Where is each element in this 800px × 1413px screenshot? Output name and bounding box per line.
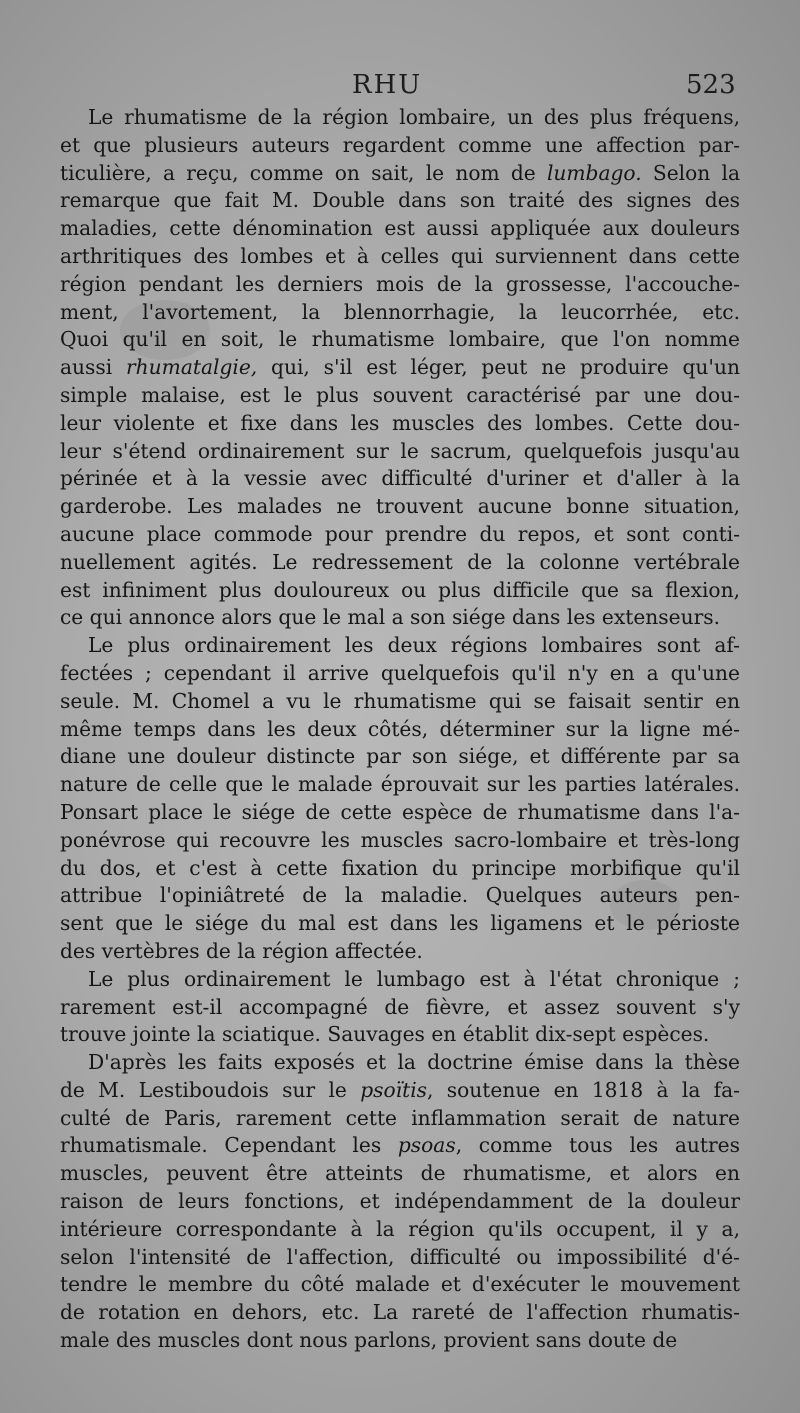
text-run: même temps dans les deux côtés, déterminer sur la ligne mé- [60, 716, 740, 741]
text-line [60, 1216, 740, 1244]
text-run: selon l'intensité de l'affection, difficulté ou impossibilité d'é- [60, 1244, 740, 1269]
text-run: attribue l'opiniâtreté de la maladie. Quelques auteurs pen- [60, 883, 740, 908]
text-run: Le plus ordinairement le lumbago est à l'état chronique ; [88, 966, 740, 991]
text-run: trouve jointe la sciatique. Sauvages en établit dix-sept espèces. [60, 1022, 710, 1047]
text-run: rarement est-il accompagné de fièvre, et assez souvent s'y [60, 994, 740, 1019]
text-run: aussi [60, 355, 127, 380]
text-run: des vertèbres de la région affectée. [60, 938, 423, 963]
text-line [60, 243, 740, 271]
text-run: région pendant les derniers mois de la grossesse, l'accouche- [60, 271, 740, 296]
text-line [60, 938, 740, 966]
italic-term: psoas [397, 1133, 456, 1158]
text-line [60, 493, 740, 521]
paragraph [60, 632, 740, 966]
text-run: aucune place commode pour prendre du repos, et sont conti- [60, 521, 740, 546]
text-line [60, 882, 740, 910]
text-line [60, 799, 740, 827]
text-line [60, 521, 740, 549]
text-run: tendre le membre du côté malade et d'exécuter le mouvement [60, 1272, 740, 1297]
text-run: remarque que fait M. Double dans son traité des signes des [60, 188, 740, 213]
text-run: , soutenue en 1818 à la fa- [427, 1077, 741, 1102]
text-run: leur violente et fixe dans les muscles des lombes. Cette dou- [60, 410, 740, 435]
text-line [60, 382, 740, 410]
text-line [60, 299, 740, 327]
text-line [60, 1244, 740, 1272]
text-line [60, 771, 740, 799]
text-line [60, 104, 740, 132]
text-line [60, 660, 740, 688]
text-line [60, 743, 740, 771]
text-line [60, 438, 740, 466]
text-line [60, 1105, 740, 1133]
paragraph [60, 1049, 740, 1355]
text-line [60, 187, 740, 215]
text-run: est infiniment plus douloureux ou plus difficile que sa flexion, [60, 577, 740, 602]
text-line [60, 1021, 740, 1049]
text-run: fectées ; cependant il arrive quelquefois qu'il n'y en a qu'une [60, 660, 740, 685]
text-run: Le rhumatisme de la région lombaire, un des plus fréquens, [88, 105, 740, 129]
text-line [60, 326, 740, 354]
text-run: Selon la [641, 160, 740, 185]
italic-term: lumbago. [546, 160, 642, 185]
italic-term: rhumatalgie, [126, 355, 258, 380]
text-line [60, 1299, 740, 1327]
text-run: male des muscles dont nous parlons, provient sans doute de [60, 1328, 678, 1353]
text-line [60, 1077, 740, 1105]
text-run: ticulière, a reçu, comme on sait, le nom de [60, 160, 547, 185]
page-number: 523 [686, 70, 736, 100]
text-line [60, 994, 740, 1022]
text-line [60, 1271, 740, 1299]
text-line [60, 215, 740, 243]
text-line [60, 910, 740, 938]
text-run: intérieure correspondante à la région qu'ils occupent, il y a, [60, 1216, 740, 1241]
text-run: arthritiques des lombes et à celles qui surviennent dans cette [60, 243, 740, 268]
text-line [60, 688, 740, 716]
text-run: ment, l'avortement, la blennorrhagie, la leucorrhée, etc. [60, 299, 740, 324]
text-run: seule. M. Chomel a vu le rhumatisme qui se faisait sentir en [60, 688, 740, 713]
text-run: Ponsart place le siége de cette espèce de rhumatisme dans l'a- [60, 799, 740, 824]
text-line [60, 1049, 740, 1077]
text-line [60, 577, 740, 605]
running-head: RHU [352, 70, 423, 100]
text-line [60, 1188, 740, 1216]
text-line [60, 549, 740, 577]
text-line [60, 410, 740, 438]
text-run: raison de leurs fonctions, et indépendamment de la douleur [60, 1189, 740, 1214]
text-run: maladies, cette dénomination est aussi appliquée aux douleurs [60, 216, 740, 241]
text-run: rhumatismale. Cependant les [60, 1133, 398, 1158]
text-run: de M. Lestiboudois sur le [60, 1077, 361, 1102]
text-run: qui, s'il est léger, peut ne produire qu'un [257, 355, 740, 380]
text-run: garderobe. Les malades ne trouvent aucune bonne situation, [60, 494, 740, 519]
text-run: simple malaise, est le plus souvent caractérisé par une dou- [60, 382, 740, 407]
paragraph [60, 104, 740, 632]
text-line [60, 1132, 740, 1160]
italic-term: psoïtis [360, 1077, 428, 1102]
text-run: de rotation en dehors, etc. La rareté de l'affection rhumatis- [60, 1300, 740, 1325]
text-run: culté de Paris, rarement cette inflammation serait de nature [60, 1105, 740, 1130]
text-line [60, 827, 740, 855]
text-run: Quoi qu'il en soit, le rhumatisme lombaire, que l'on nomme [60, 327, 740, 352]
paragraph [60, 966, 740, 1049]
text-line [60, 632, 740, 660]
text-run: du dos, et c'est à cette fixation du principe morbifique qu'il [60, 855, 740, 880]
text-run: et que plusieurs auteurs regardent comme une affection par- [60, 132, 740, 157]
text-line [60, 465, 740, 493]
text-line [60, 855, 740, 883]
text-run: ce qui annonce alors que le mal a son siége dans les extenseurs. [60, 605, 721, 630]
text-line [60, 604, 740, 632]
text-line [60, 132, 740, 160]
page-header [0, 70, 800, 104]
text-run: D'après les faits exposés et la doctrine émise dans la thèse [88, 1050, 740, 1075]
text-run: sent que le siége du mal est dans les ligamens et le périoste [60, 911, 740, 936]
text-run: nature de celle que le malade éprouvait sur les parties latérales. [60, 772, 740, 797]
text-run: périnée et à la vessie avec difficulté d'uriner et d'aller à la [60, 466, 740, 491]
text-line [60, 1160, 740, 1188]
text-run: , comme tous les autres [455, 1133, 740, 1158]
text-line [60, 966, 740, 994]
text-line [60, 354, 740, 382]
text-line [60, 1327, 740, 1355]
text-run: muscles, peuvent être atteints de rhumatisme, et alors en [60, 1161, 740, 1186]
text-line [60, 160, 740, 188]
text-run: Le plus ordinairement les deux régions lombaires sont af- [88, 633, 740, 658]
text-run: nuellement agités. Le redressement de la colonne vertébrale [60, 549, 740, 574]
text-run: leur s'étend ordinairement sur le sacrum, quelquefois jusqu'au [60, 438, 740, 463]
text-line [60, 716, 740, 744]
text-run: ponévrose qui recouvre les muscles sacro-lombaire et très-long [60, 827, 740, 852]
text-run: diane une douleur distincte par son siége, et différente par sa [60, 744, 740, 769]
text-line [60, 271, 740, 299]
body-text [60, 104, 740, 1355]
